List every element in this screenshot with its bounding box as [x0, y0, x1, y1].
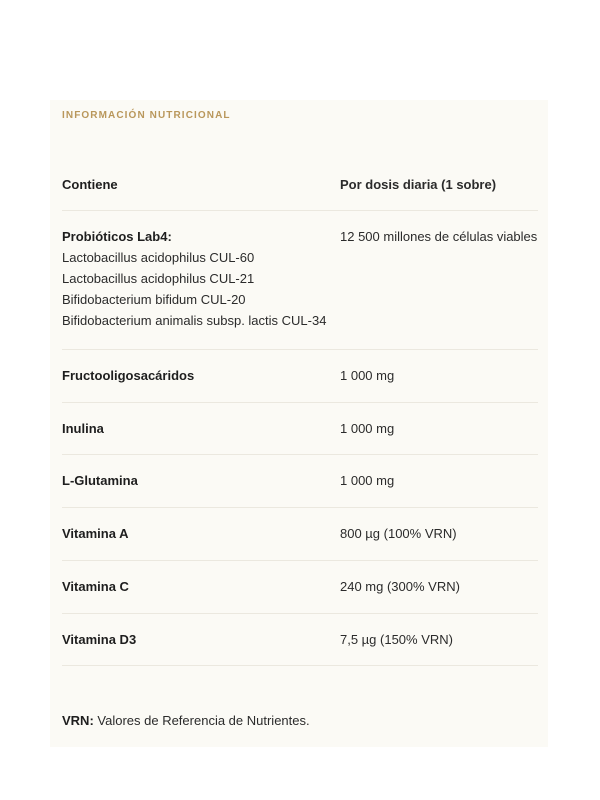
nutrient-amount: 240 mg (300% VRN): [340, 579, 460, 594]
header-contiene: Contiene: [62, 177, 118, 192]
nutrient-amount: 1 000 mg: [340, 473, 395, 488]
table-row: [62, 613, 538, 666]
probiotic-strain: Bifidobacterium bifidum CUL-20: [62, 292, 246, 307]
table-row: [62, 560, 538, 614]
footnote-text: Valores de Referencia de Nutrientes.: [93, 713, 310, 728]
nutrient-amount: 800 µg (100% VRN): [340, 526, 457, 541]
probiotics-amount: 12 500 millones de células viables: [340, 229, 538, 244]
probiotic-strain: Lactobacillus acidophilus CUL-21: [62, 271, 255, 286]
nutrient-name: Vitamina C: [62, 579, 129, 594]
nutrient-amount: 7,5 µg (150% VRN): [340, 632, 453, 647]
header-dosis: Por dosis diaria (1 sobre): [340, 177, 497, 192]
footnote-abbr: VRN:: [62, 713, 94, 728]
table-row: [62, 402, 538, 455]
nutrient-name: Vitamina D3: [62, 632, 137, 647]
nutrient-name: Fructooligosacáridos: [62, 368, 195, 383]
table-header-row: [62, 170, 538, 211]
nutrition-info-panel: [50, 100, 548, 747]
nutrient-name: Inulina: [62, 421, 104, 436]
section-title: INFORMACIÓN NUTRICIONAL: [62, 110, 231, 121]
probiotics-title: Probióticos Lab4:: [62, 229, 172, 244]
probiotic-strain: Lactobacillus acidophilus CUL-60: [62, 250, 255, 265]
nutrient-amount: 1 000 mg: [340, 421, 395, 436]
probiotic-strain: Bifidobacterium animalis subsp. lactis CUL-34: [62, 313, 327, 328]
table-row: [62, 454, 538, 508]
footnote: [62, 713, 310, 728]
nutrient-name: Vitamina A: [62, 526, 129, 541]
table-row: [62, 349, 538, 403]
table-row-probiotics: [62, 210, 538, 350]
probiotics-cell: [62, 226, 326, 331]
nutrient-amount: 1 000 mg: [340, 368, 395, 383]
nutrient-name: L-Glutamina: [62, 473, 138, 488]
table-row: [62, 507, 538, 561]
